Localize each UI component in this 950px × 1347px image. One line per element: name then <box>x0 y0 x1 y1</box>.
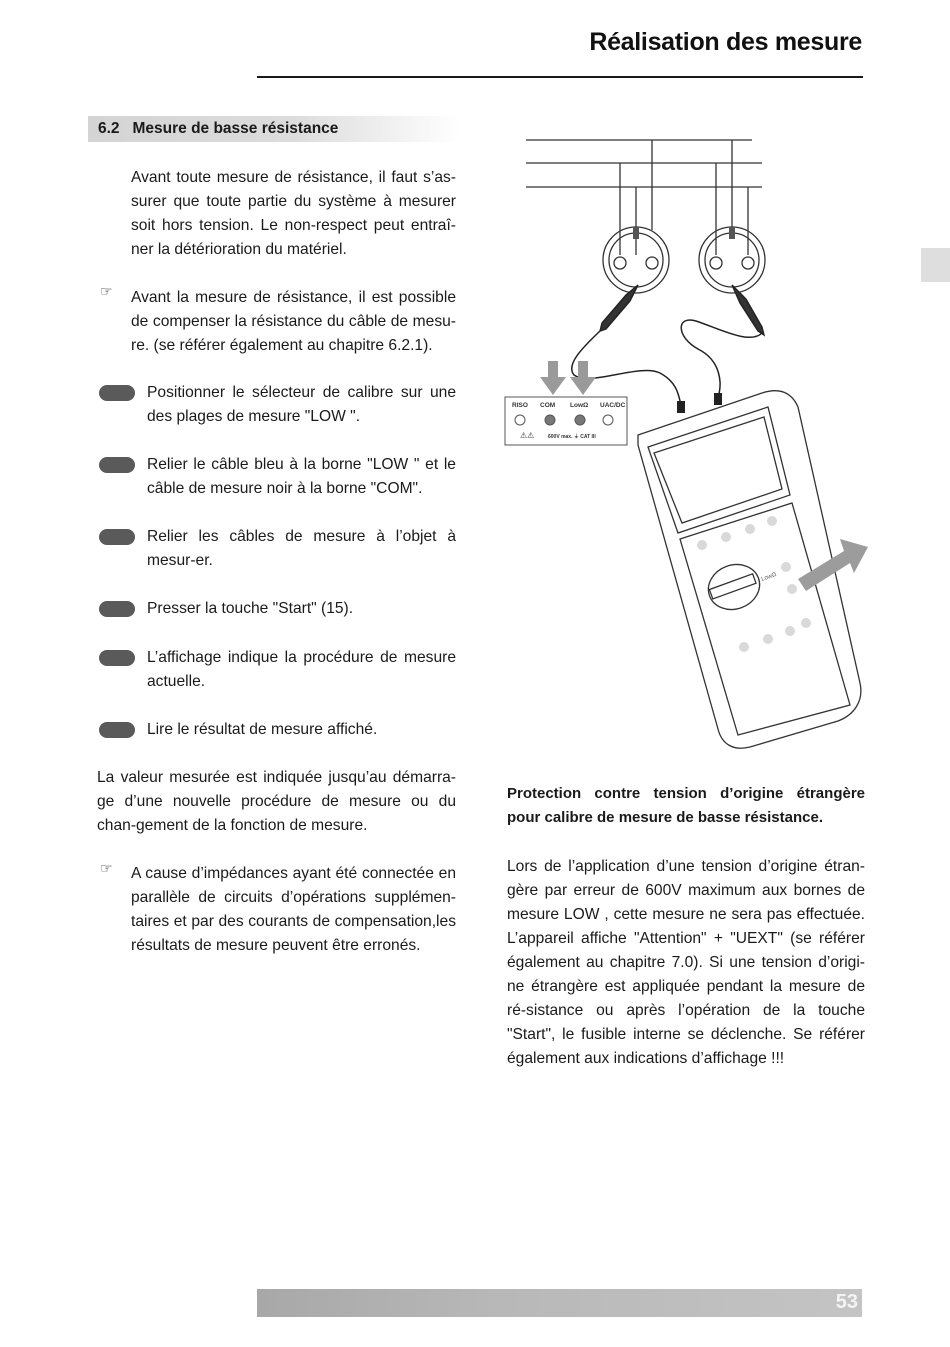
step-2: Relier le câble bleu à la borne "LOW " et le câble de mesure noir à la borne "COM". <box>147 456 456 497</box>
step-bullet-icon <box>99 529 135 545</box>
dial-label: LowΩ <box>760 571 778 583</box>
page-header-title: Réalisation des mesure <box>589 28 862 56</box>
terminal-label-riso: RISO <box>512 402 528 409</box>
result-paragraph: La valeur mesurée est indiquée jusqu’au démarra-ge d’une nouvelle procédure de mesure ou du chan-gement de la fonction de mesure. <box>97 769 456 834</box>
protection-paragraph: Lors de l’application d’une tension d’origine étran-gère par erreur de 600V maximum aux bornes de mesure LOW , cette mesure ne sera pas effectuée. L’appareil affiche "Attention" + "UEXT" (se référer également au chapitre 7.0). Si une tension d’origi-ne étrangère est appliquée pendant la mesure de ré-sistance ou après l’opération de la touche "Start", le fusible interne se déclenche. Se référer également aux indications d’affichage !!! <box>507 858 865 1067</box>
section-number: 6.2 <box>98 120 120 137</box>
footer-bar <box>257 1289 862 1317</box>
step-5: L’affichage indique la procédure de mesure actuelle. <box>147 649 456 690</box>
down-arrow-icon <box>540 361 596 395</box>
page-edge-tab <box>921 248 950 282</box>
step-1: Positionner le sélecteur de calibre sur une des plages de mesure "LOW ". <box>147 384 456 425</box>
section-heading <box>98 120 338 138</box>
section-title: Mesure de basse résistance <box>132 120 339 137</box>
terminal-label-com: COM <box>540 402 556 409</box>
step-6: Lire le résultat de mesure affiché. <box>147 721 378 738</box>
note-paragraph-compensation: Avant la mesure de résistance, il est possible de compenser la résistance du câble de mesu-re. (se référer également au chapitre 6.2.1). <box>131 289 456 354</box>
protection-heading: Protection contre tension d’origine étrangère pour calibre de mesure de basse résistance. <box>507 785 865 826</box>
step-bullet-icon <box>99 722 135 738</box>
step-3: Relier les câbles de mesure à l’objet à mesur-er. <box>147 528 456 569</box>
pointing-hand-icon: ☞ <box>100 861 113 877</box>
terminal-label-low: LowΩ <box>570 402 589 409</box>
step-bullet-icon <box>99 601 135 617</box>
connection-diagram <box>500 135 875 760</box>
terminal-label-uacdc: UAC/DC <box>600 402 626 409</box>
warning-paragraph: Avant toute mesure de résistance, il faut s’as-surer que toute partie du système à mesurer soit hors tension. Le non-respect peut entraî-ner la détérioration du matériel. <box>131 169 456 258</box>
pointing-hand-icon: ☞ <box>100 284 113 300</box>
warning-triangle-icon: ⚠⚠ <box>520 431 535 440</box>
rating-text: 600V max. ⏚ CAT III <box>548 434 596 440</box>
section-heading-bar <box>88 116 460 142</box>
step-bullet-icon <box>99 385 135 401</box>
header-rule <box>257 76 863 78</box>
step-4: Presser la touche "Start" (15). <box>147 600 354 617</box>
step-bullet-icon <box>99 650 135 666</box>
page-number: 53 <box>835 1291 858 1313</box>
note-paragraph-impedance: A cause d’impédances ayant été connectée en parallèle de circuits d’opérations supplémen-taires et par des courants de compensation,les résultats de mesure peuvent être erronés. <box>131 865 456 954</box>
step-bullet-icon <box>99 457 135 473</box>
